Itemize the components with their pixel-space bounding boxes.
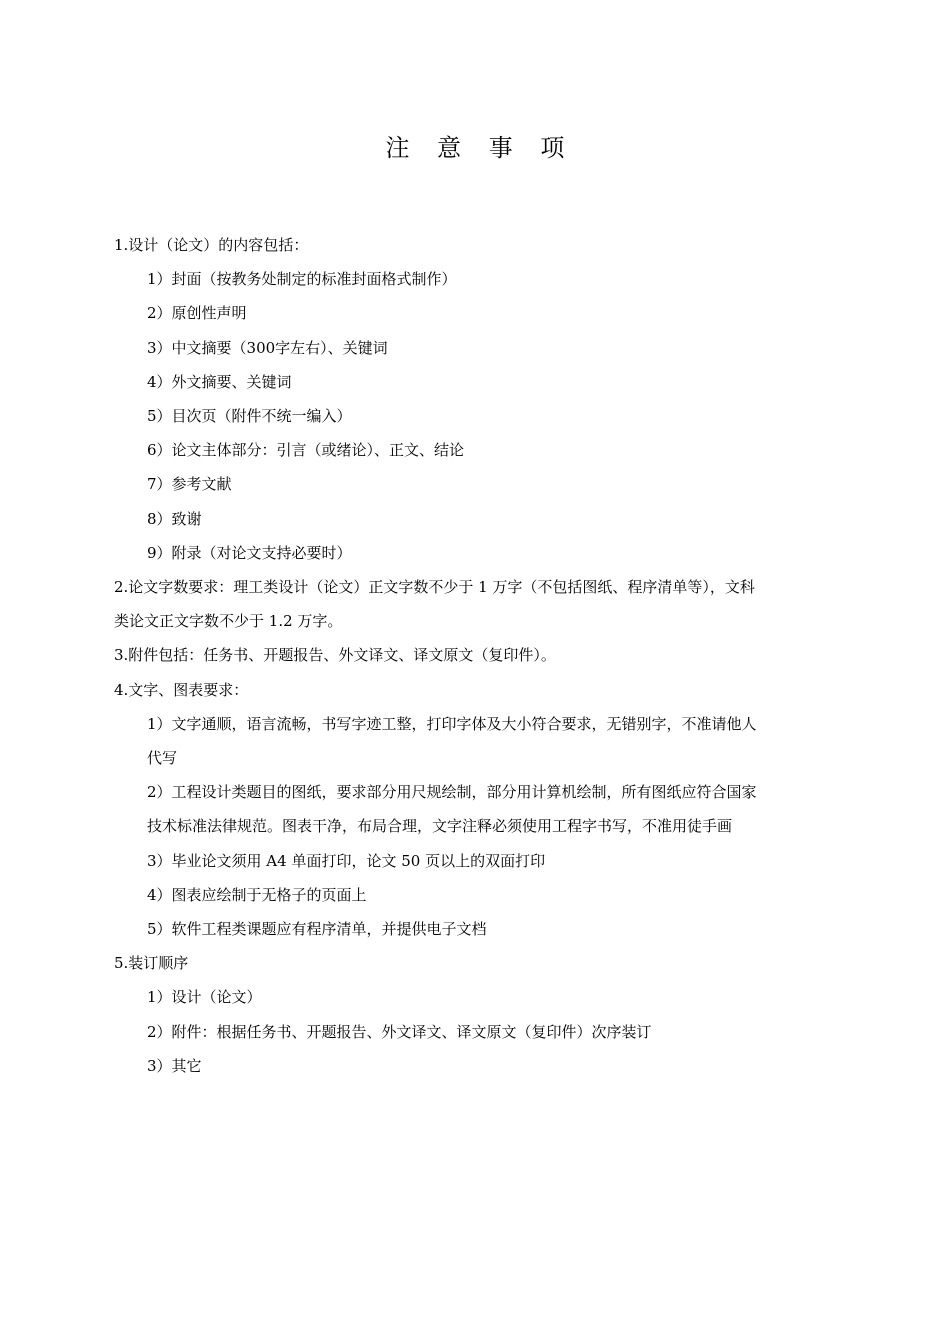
list-item: 5）软件工程类课题应有程序清单，并提供电子文档 [147, 920, 487, 939]
list-item: 3）其它 [147, 1056, 202, 1075]
section-heading-attachments: 3.附件包括：任务书、开题报告、外文译文、译文原文（复印件）。 [114, 646, 556, 665]
list-item-continued: 技术标准法律规范。图表干净，布局合理，文字注释必须使用工程字书写，不准用徒手画 [147, 817, 733, 836]
list-item: 8）致谢 [147, 509, 202, 528]
list-item: 1）设计（论文） [147, 988, 262, 1007]
list-item: 7）参考文献 [147, 475, 232, 494]
document-body [114, 228, 830, 1083]
section-heading-word-count-continued: 类论文正文字数不少于 1.2 万字。 [114, 612, 343, 631]
section-heading-word-count: 2.论文字数要求：理工类设计（论文）正文字数不少于 1 万字（不包括图纸、程序清单等），文科 [114, 578, 755, 597]
list-item: 5）目次页（附件不统一编入） [147, 407, 352, 426]
list-item: 4）图表应绘制于无格子的页面上 [147, 885, 367, 904]
section-heading-binding-order: 5.装订顺序 [114, 954, 189, 973]
list-item: 3）毕业论文须用 A4 单面打印，论文 50 页以上的双面打印 [147, 851, 546, 870]
page-title: 注 意 事 项 [385, 134, 575, 162]
list-item: 3）中文摘要（300字左右）、关键词 [147, 338, 388, 357]
list-item: 1）封面（按教务处制定的标准封面格式制作） [147, 270, 457, 289]
section-heading-contents: 1.设计（论文）的内容包括： [114, 236, 309, 254]
list-item: 4）外文摘要、关键词 [147, 372, 292, 391]
list-item: 2）附件：根据任务书、开题报告、外文译文、译文原文（复印件）次序装订 [147, 1022, 652, 1041]
section-heading-text-figures: 4.文字、图表要求： [114, 680, 249, 699]
list-item: 2）原创性声明 [147, 304, 247, 323]
list-item: 1）文字通顺，语言流畅，书写字迹工整，打印字体及大小符合要求，无错别字，不准请他人 [147, 714, 757, 733]
list-item: 2）工程设计类题目的图纸，要求部分用尺规绘制，部分用计算机绘制，所有图纸应符合国家 [147, 783, 757, 802]
list-item: 6）论文主体部分：引言（或绪论）、正文、结论 [147, 441, 465, 460]
list-item-continued: 代写 [147, 749, 178, 768]
list-item: 9）附录（对论文支持必要时） [147, 543, 352, 562]
